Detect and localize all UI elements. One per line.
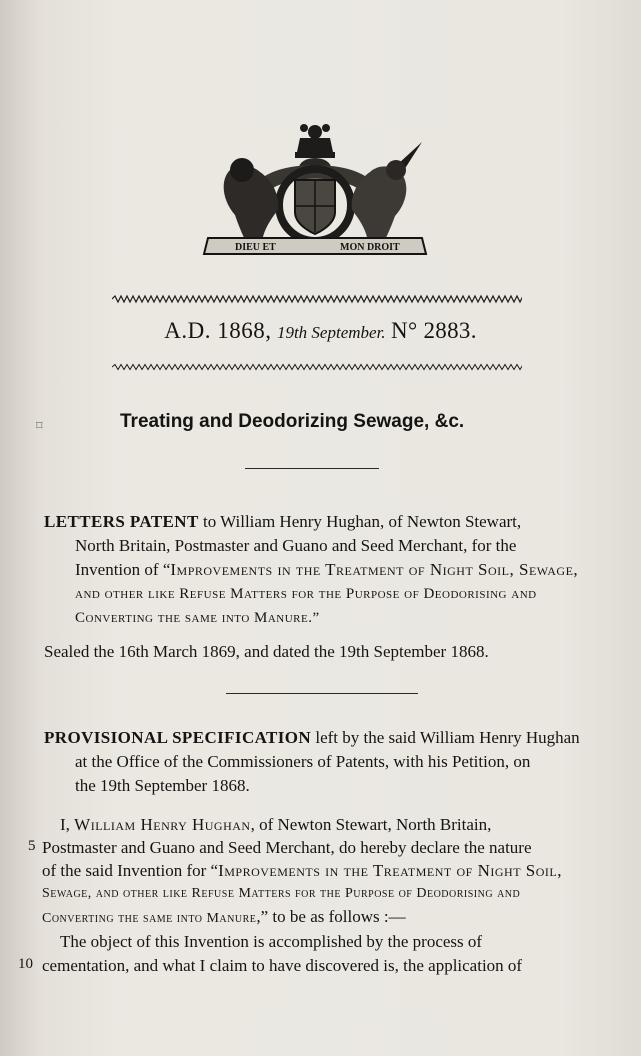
object-line-1: The object of this Invention is accomplished by the process of (60, 932, 483, 951)
letters-patent-line-3: Invention of “Improvements in the Treatment of Night Soil, Sewage, (75, 560, 579, 579)
motto-left: DIEU ET (235, 242, 276, 253)
letters-patent-line-1: LETTERS PATENT to William Henry Hughan, of Newton Stewart, (44, 512, 522, 531)
declaration-line-4: Sewage, and other like Refuse Matters for the Purpose of Deodorising and (42, 886, 521, 901)
divider-2 (226, 693, 418, 694)
patent-title: Treating and Deodorizing Sewage, &c. (120, 411, 465, 432)
sealed-line: Sealed the 16th March 1869, and dated the 19th September 1868. (44, 642, 489, 661)
letters-patent-line-5: Converting the same into Manure.” (75, 610, 320, 626)
declaration-line-3: of the said Invention for “Improvements in the Treatment of Night Soil, (42, 861, 562, 880)
ornament-wavy-bottom (112, 360, 522, 374)
letters-patent-heading: LETTERS PATENT (44, 512, 199, 531)
letters-patent-line-2: North Britain, Postmaster and Guano and Seed Merchant, for the (75, 536, 517, 555)
date-line (0, 318, 641, 344)
declaration-line-5: Converting the same into Manure,” to be as follows :— (42, 907, 406, 926)
object-line-2: cementation, and what I claim to have discovered is, the application of (42, 956, 523, 975)
letters-patent-line-4: and other like Refuse Matters for the Purpose of Deodorising and (75, 586, 537, 602)
inventor-name: William Henry Hughan (74, 815, 251, 834)
motto-right: MON DROIT (340, 242, 400, 253)
declaration-line-2: Postmaster and Guano and Seed Merchant, do hereby declare the nature (42, 838, 532, 857)
royal-coat-of-arms (200, 120, 430, 265)
provisional-line-2: at the Office of the Commissioners of Patents, with his Petition, on (75, 752, 531, 771)
margin-mark: ⌑ (36, 418, 43, 433)
ornament-wavy-top (112, 292, 522, 306)
declaration-line-1: I, William Henry Hughan, of Newton Stewart, North Britain, (60, 815, 492, 834)
patent-number: N° 2883. (391, 318, 477, 343)
line-number-10: 10 (18, 956, 33, 972)
provisional-line-3: the 19th September 1868. (75, 776, 250, 795)
provisional-heading: PROVISIONAL SPECIFICATION (44, 728, 312, 747)
provisional-line-1: PROVISIONAL SPECIFICATION left by the said William Henry Hughan (44, 728, 580, 747)
line-number-5: 5 (28, 838, 36, 854)
ad-year: A.D. 1868, (164, 318, 272, 343)
divider-1 (245, 468, 379, 469)
date-italic: 19th September. (276, 323, 386, 342)
